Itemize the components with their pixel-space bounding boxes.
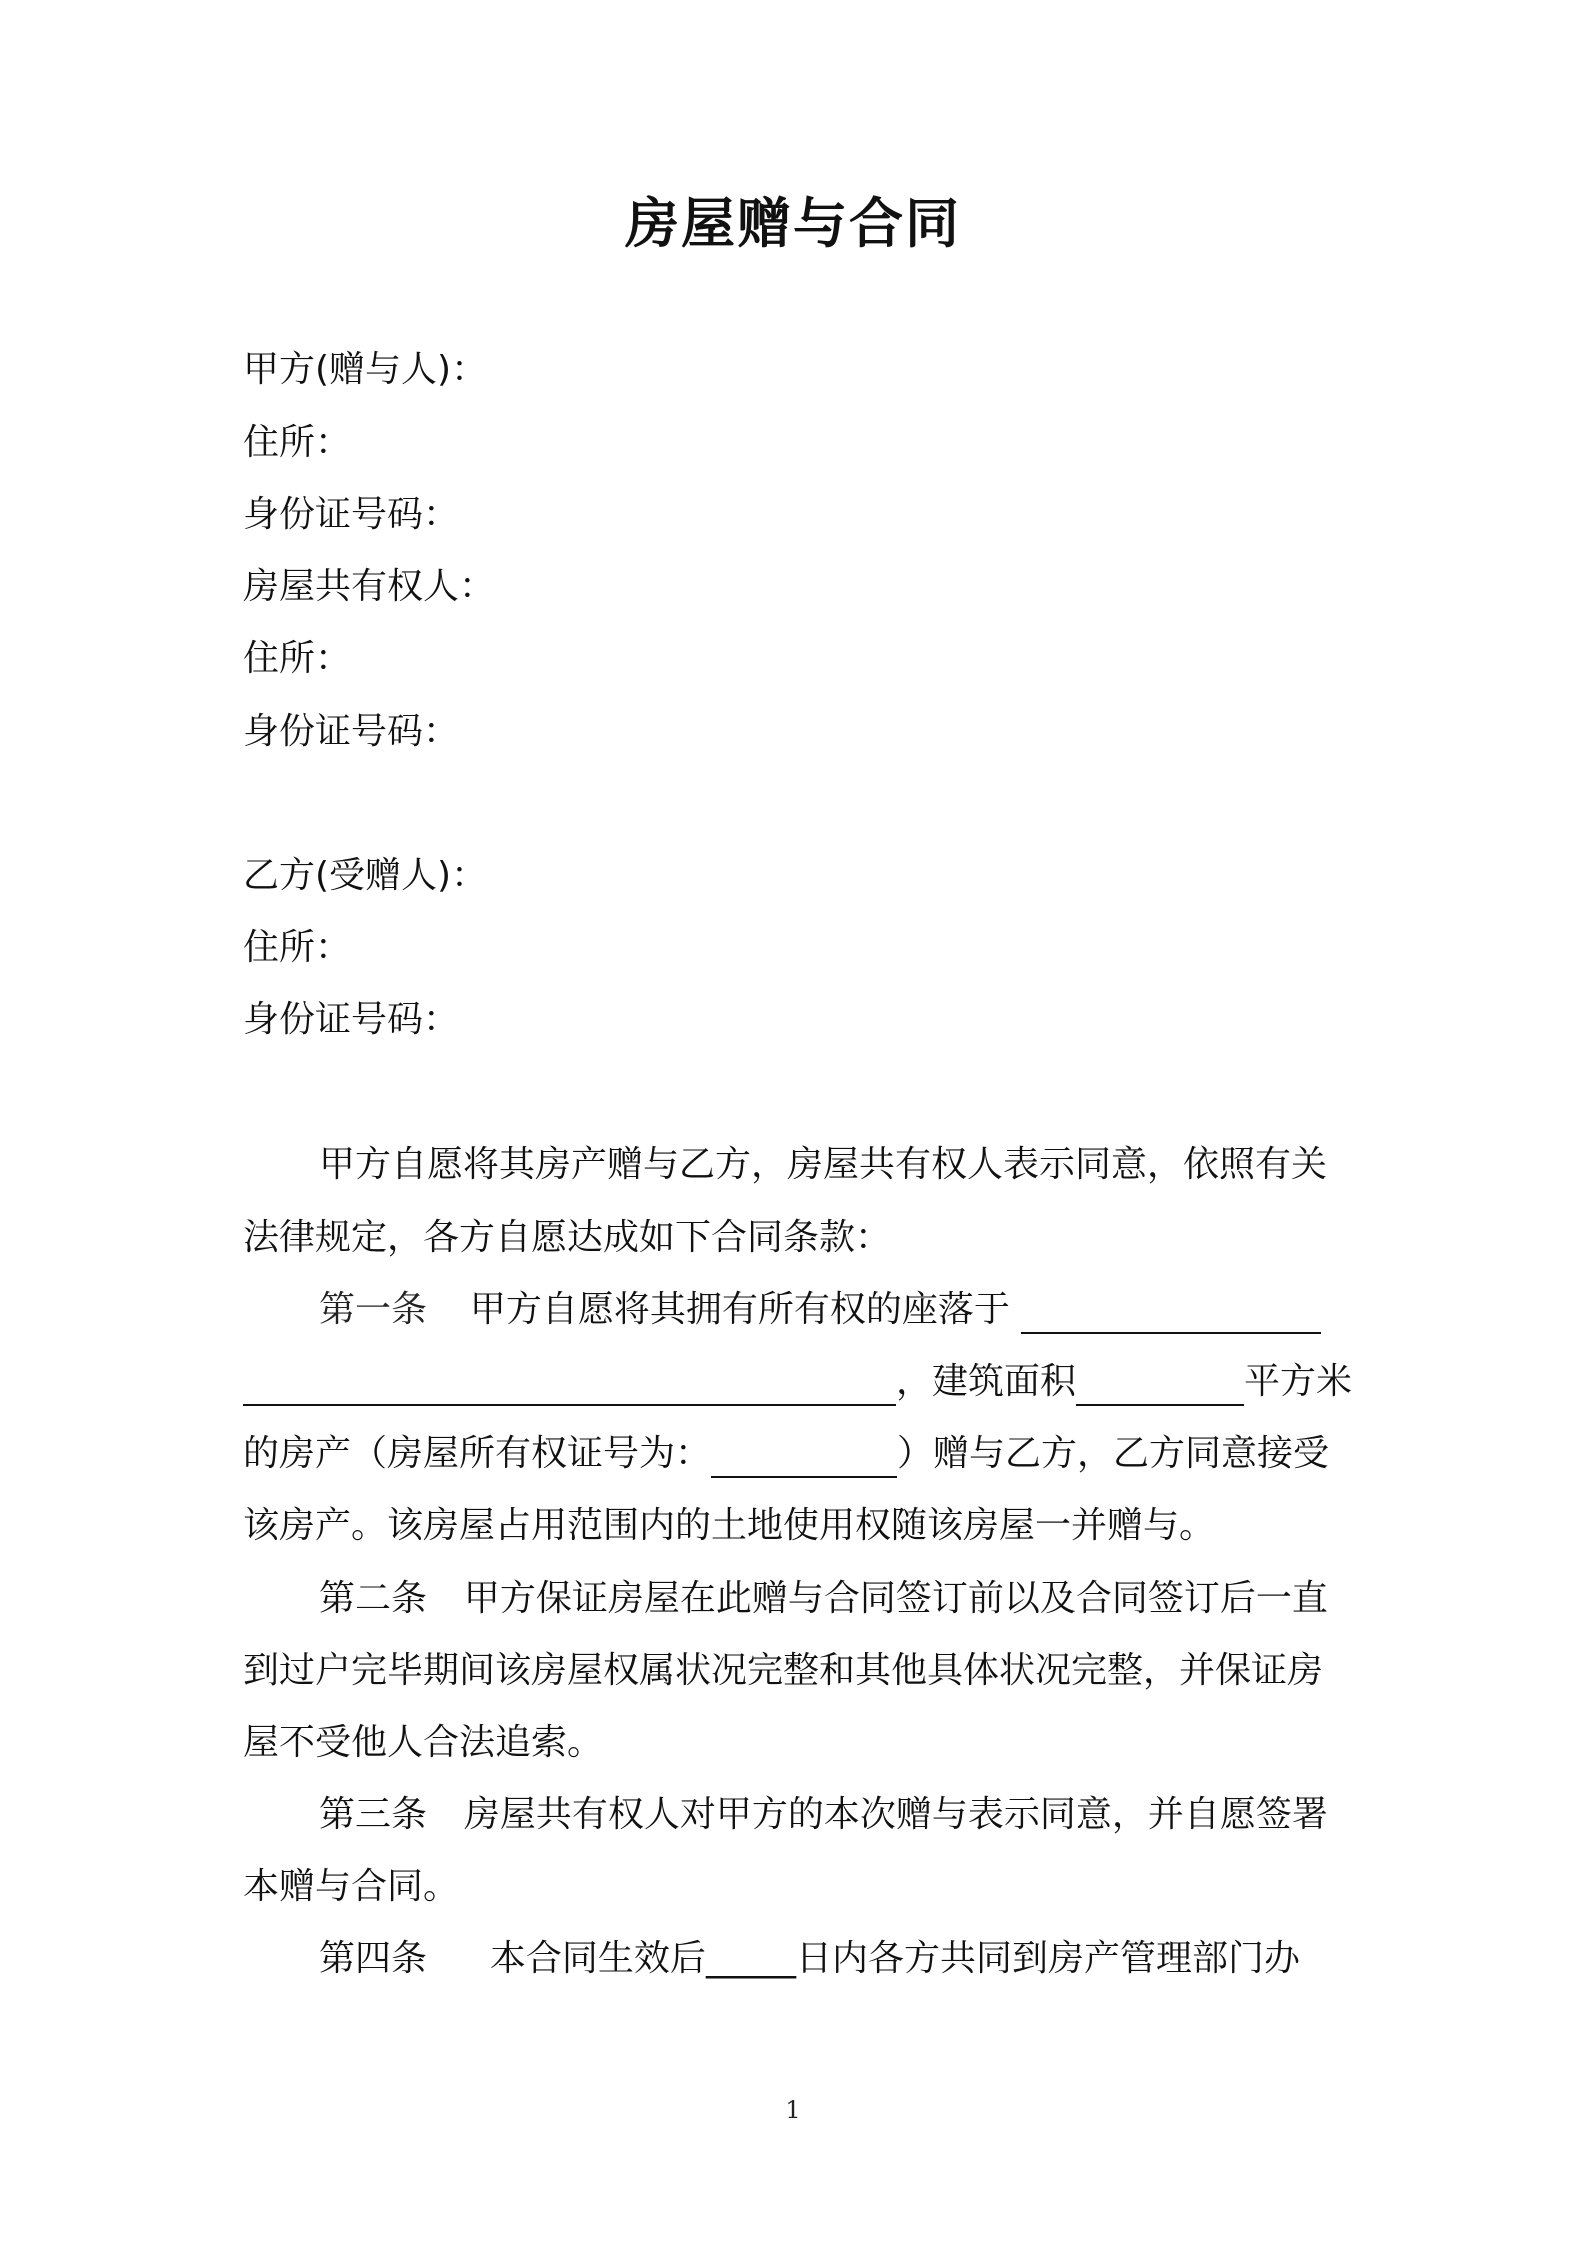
article-1-line-1 [319,1286,1434,1334]
article-1-label: 第一条 [319,1289,428,1330]
article-4-text-pre: 本合同生效后 [489,1938,706,1979]
article-1-line-3 [243,1430,1358,1478]
article-3-line-2: 本赠与合同。 [243,1866,460,1907]
article-1-line-3-end: ）赠与乙方，乙方同意接受 [897,1433,1330,1474]
document-title: 房屋赠与合同 [625,192,961,255]
article-3-line-1 [319,1791,1434,1839]
party-b-address-label: 住所： [243,927,352,968]
area-unit: 平方米 [1244,1361,1353,1402]
co-owner-id-label: 身份证号码： [243,711,460,752]
building-area-label: ，建筑面积 [896,1361,1077,1402]
party-a-id-label: 身份证号码： [243,494,460,535]
co-owner-address-label: 住所： [243,638,352,679]
preamble-line-2: 法律规定，各方自愿达成如下合同条款： [243,1217,892,1258]
address-blank-continued[interactable] [243,1364,896,1406]
article-3-label: 第三条 [319,1794,428,1835]
co-owner-label: 房屋共有权人： [243,566,496,607]
party-b-label: 乙方(受赠人)： [243,855,488,896]
article-4-label: 第四条 [319,1938,428,1979]
certificate-number-blank[interactable] [711,1436,897,1478]
page-number: 1 [785,2096,801,2124]
article-3-text: 房屋共有权人对甲方的本次赠与表示同意，并自愿签署 [463,1794,1328,1835]
article-4-text-post: 日内各方共同到房产管理部门办 [795,1938,1300,1979]
article-2-line-3: 屋不受他人合法追索。 [243,1722,604,1763]
address-blank[interactable] [1021,1292,1321,1334]
article-2-label: 第二条 [319,1578,428,1619]
certificate-label: 的房产（房屋所有权证号为： [243,1433,712,1474]
article-1-line-2 [243,1358,1358,1406]
article-2-text: 甲方保证房屋在此赠与合同签订前以及合同签订后一直 [463,1578,1328,1619]
party-b-id-label: 身份证号码： [243,999,460,1040]
area-blank[interactable] [1076,1364,1244,1406]
preamble-line-1: 甲方自愿将其房产赠与乙方，房屋共有权人表示同意，依照有关 [319,1144,1328,1185]
article-4-line-1 [319,1935,1434,1983]
article-2-line-1 [319,1575,1434,1623]
party-a-address-label: 住所： [243,422,352,463]
article-1-line-4: 该房产。该房屋占用范围内的土地使用权随该房屋一并赠与。 [243,1505,1216,1546]
party-a-label: 甲方(赠与人)： [243,349,488,390]
days-blank[interactable]: _____ [705,1938,796,1979]
article-2-line-2: 到过户完毕期间该房屋权属状况完整和其他具体状况完整，并保证房 [243,1650,1324,1691]
article-1-text: 甲方自愿将其拥有所有权的座落于 [469,1289,1010,1330]
